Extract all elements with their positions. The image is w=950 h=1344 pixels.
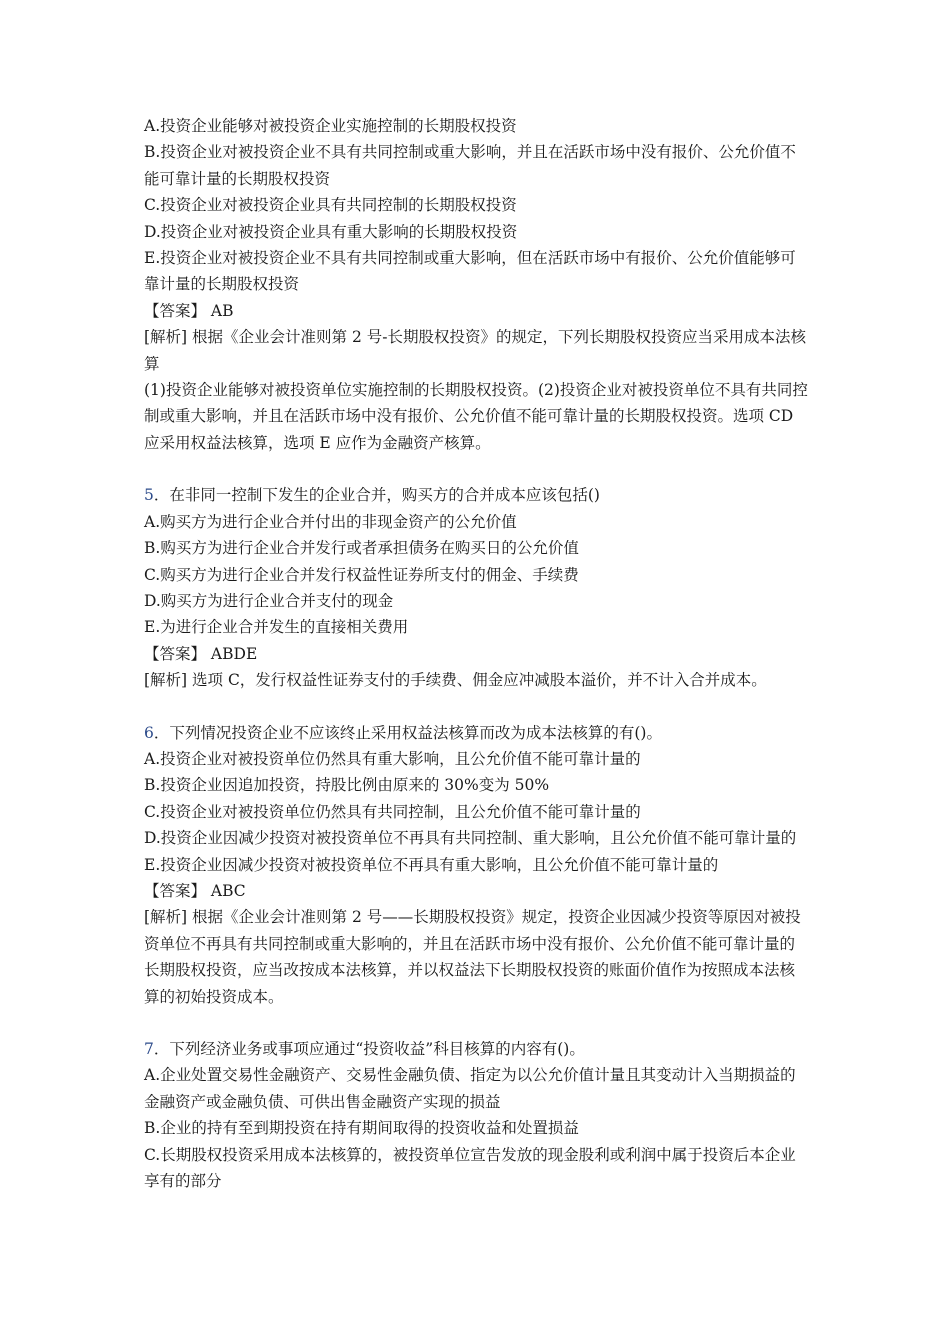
q5-analysis: [解析] 选项 C，发行权益性证券支付的手续费、佣金应冲减股本溢价，并不计入合并成本。 xyxy=(144,671,767,690)
q4-analysis-2: (1)投资企业能够对被投资单位实施控制的长期股权投资。(2)投资企业对被投资单位不具有共同控制或重大影响，并且在活跃市场中没有报价、公允价值不能可靠计量的长期股权投资。选项 CD 应采用权益法核算，选项 E 应作为金融资产核算。 xyxy=(144,381,808,452)
spacer xyxy=(144,456,808,482)
q7-option-a: A.企业处置交易性金融资产、交易性金融负债、指定为以公允价值计量且其变动计入当期损益的金融资产或金融负债、可供出售金融资产实现的损益 xyxy=(144,1066,796,1111)
q7-option-c: C.长期股权投资采用成本法核算的，被投资单位宣告发放的现金股利或利润中属于投资后本企业享有的部分 xyxy=(144,1145,796,1191)
page-content xyxy=(144,113,808,1194)
q4-option-c: C.投资企业对被投资企业具有共同控制的长期股权投资 xyxy=(144,196,517,215)
spacer xyxy=(144,1010,808,1036)
q4-option-d: D.投资企业对被投资企业具有重大影响的长期股权投资 xyxy=(144,222,518,241)
q6-answer: 【答案】 ABC xyxy=(144,881,246,900)
q4-option-e: E.投资企业对被投资企业不具有共同控制或重大影响，但在活跃市场中有报价、公允价值能够可靠计量的长期股权投资 xyxy=(144,249,796,294)
q5-stem xyxy=(144,482,808,508)
q6-stem-text: ．下列情况投资企业不应该终止采用权益法核算而改为成本法核算的有()。 xyxy=(153,723,662,742)
q5-option-b: B.购买方为进行企业合并发行或者承担债务在购买日的公允价值 xyxy=(144,539,579,558)
q6-option-b: B.投资企业因追加投资，持股比例由原来的 30%变为 50% xyxy=(144,776,550,795)
q7-option-b: B.企业的持有至到期投资在持有期间取得的投资收益和处置损益 xyxy=(144,1119,579,1138)
q5-option-a: A.购买方为进行企业合并付出的非现金资产的公允价值 xyxy=(144,512,517,531)
q5-number: 5 xyxy=(144,486,154,505)
q4-option-a: A.投资企业能够对被投资企业实施控制的长期股权投资 xyxy=(144,117,517,135)
q6-option-d: D.投资企业因减少投资对被投资单位不再具有共同控制、重大影响，且公允价值不能可靠计量的 xyxy=(144,829,797,848)
question-7 xyxy=(144,1036,808,1194)
q5-answer: 【答案】 ABDE xyxy=(144,644,258,663)
q7-number: 7 xyxy=(144,1040,154,1058)
q4-answer: 【答案】 AB xyxy=(144,301,234,320)
q6-analysis: [解析] 根据《企业会计准则第 2 号——长期股权投资》规定，投资企业因减少投资等原因对被投资单位不再具有共同控制或重大影响的，并且在活跃市场中没有报价、公允价值不能可靠计量的长期股权投资，应当改按成本法核算，并以权益法下长期股权投资的账面价值作为按照成本法核算的初始投资成本。 xyxy=(144,908,801,1006)
q6-option-c: C.投资企业对被投资单位仍然具有共同控制，且公允价值不能可靠计量的 xyxy=(144,802,641,821)
q5-stem-text: ．在非同一控制下发生的企业合并，购买方的合并成本应该包括() xyxy=(153,486,600,505)
question-5 xyxy=(144,482,808,693)
q4-option-b: B.投资企业对被投资企业不具有共同控制或重大影响，并且在活跃市场中没有报价、公允价值不能可靠计量的长期股权投资 xyxy=(144,143,796,188)
q7-stem-text: ．下列经济业务或事项应通过“投资收益”科目核算的内容有()。 xyxy=(153,1040,585,1058)
q6-option-e: E.投资企业因减少投资对被投资单位不再具有重大影响，且公允价值不能可靠计量的 xyxy=(144,855,719,874)
question-6 xyxy=(144,720,808,1010)
q6-number: 6 xyxy=(144,723,154,742)
q7-stem xyxy=(144,1036,808,1062)
spacer xyxy=(144,694,808,720)
q5-option-d: D.购买方为进行企业合并支付的现金 xyxy=(144,591,394,610)
q5-option-e: E.为进行企业合并发生的直接相关费用 xyxy=(144,618,409,637)
q6-option-a: A.投资企业对被投资单位仍然具有重大影响，且公允价值不能可靠计量的 xyxy=(144,749,641,768)
q4-analysis-1: [解析] 根据《企业会计准则第 2 号-长期股权投资》的规定，下列长期股权投资应当采用成本法核算 xyxy=(144,328,806,373)
q6-stem xyxy=(144,720,808,746)
q5-option-c: C.购买方为进行企业合并发行权益性证券所支付的佣金、手续费 xyxy=(144,565,579,584)
question-4-tail xyxy=(144,113,808,456)
